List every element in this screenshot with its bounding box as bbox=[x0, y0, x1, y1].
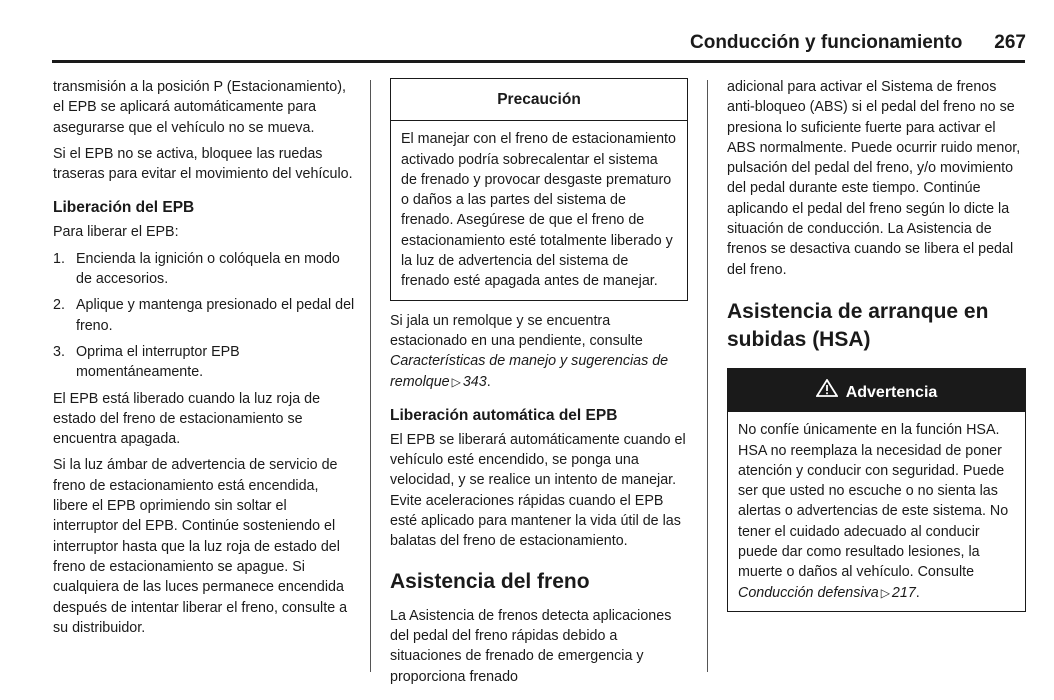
paragraph: El EPB se liberará automáticamente cuando el vehículo esté encendido, se ponga una velocidad, y se realice un intento de manejar. Evite aceleraciones rápidas cuando el EPB esté aplicado para mantener la vida útil de las balatas del freno de estacionamiento. bbox=[390, 431, 686, 550]
paragraph: Si el EPB no se activa, bloquee las ruedas traseras para evitar el movimiento del vehículo. bbox=[53, 145, 353, 183]
heading-auto-release: Liberación automática del EPB bbox=[390, 406, 618, 424]
paragraph-text: Si jala un remolque y se encuentra estacionado en una pendiente, consulte bbox=[390, 312, 643, 349]
warning-title: Advertencia bbox=[845, 383, 938, 401]
step-number: 2. bbox=[53, 297, 65, 314]
paragraph: Si la luz ámbar de advertencia de servicio de freno de estacionamiento está encendida, libere el EPB oprimiendo sin soltar el interruptor del EPB. Continúe sosteniendo el interruptor hasta que la luz roja de estado del freno de estacionamiento se apague. Si cualquiera de las luces permanece encendida después de intentar liberar el freno, consulte a su distribuidor. bbox=[53, 457, 348, 636]
column-divider-left bbox=[370, 80, 371, 672]
paragraph: La Asistencia de frenos detecta aplicaciones del pedal del freno rápidas debido a situaciones de frenado de emergencia y proporciona frenado bbox=[390, 607, 672, 685]
paragraph: Si jala un remolque y se encuentra estacionado en una pendiente, consulte Características de manejo y sugerencias de remolque ▷ 343. bbox=[390, 311, 688, 392]
step-text: Aplique y mantenga presionado el pedal del freno. bbox=[76, 297, 355, 334]
caution-body: El manejar con el freno de estacionamiento activado podría sobrecalentar el sistema de frenado y provocar desgaste prematuro o daños a las partes del sistema de frenado. Asegúrese de que el freno de estacionamiento esté totalmente liberado y la luz de advertencia del sistema de frenado esté apagada antes de manejar. bbox=[401, 131, 676, 290]
page-reference[interactable]: 217 bbox=[891, 584, 916, 601]
warning-body: No confíe únicamente en la función HSA. HSA no reemplaza la necesidad de poner atención y conducir con seguridad. Puede ser que usted no escuche o no sienta las alertas o advertencias de este sistema. No tener el cuidado adecuado al conducir puede dar como resultado lesiones, la muerte o daños al vehículo. Consulte Conducción defensiva ▷ 217. bbox=[728, 412, 1025, 611]
list-item bbox=[53, 295, 355, 336]
step-text: Oprima el interruptor EPB momentáneamente. bbox=[76, 343, 240, 381]
warning-box bbox=[727, 368, 1026, 612]
header-title: Conducción y funcionamiento bbox=[690, 32, 963, 53]
caution-title: Precaución bbox=[391, 79, 687, 121]
step-number: 1. bbox=[53, 250, 65, 267]
list-item bbox=[53, 249, 355, 290]
column-2 bbox=[390, 78, 688, 693]
warning-triangle-icon bbox=[816, 379, 838, 403]
page-reference[interactable]: 343 bbox=[462, 373, 487, 390]
section-brake-assist: Asistencia del freno bbox=[390, 569, 590, 593]
paragraph: adicional para activar el Sistema de frenos anti-bloqueo (ABS) si el pedal del freno no se presiona lo suficiente fuerte para activar el ABS normalmente. Puede ocurrir ruido menor, pulsación del pedal del freno, y/o movimiento del pedal durante este tiempo. Continúe aplicando el pedal del freno según lo dicte la situación de conducción. La Asistencia de frenos se desactiva cuando se libera el pedal del freno. bbox=[727, 79, 1021, 278]
column-1 bbox=[53, 77, 355, 644]
paragraph: El EPB está liberado cuando la luz roja de estado del freno de estacionamiento se encuentra apagada. bbox=[53, 390, 321, 448]
steps-list bbox=[53, 249, 355, 383]
page-number: 267 bbox=[994, 32, 1026, 53]
section-hill-start-assist: Asistencia de arranque en subidas (HSA) bbox=[727, 299, 989, 351]
paragraph: transmisión a la posición P (Estacionamiento), el EPB se aplicará automáticamente para asegurarse que el vehículo no se mueva. bbox=[53, 79, 346, 136]
column-3 bbox=[727, 77, 1026, 622]
header-rule bbox=[52, 60, 1025, 63]
page-ref-arrow-icon: ▷ bbox=[880, 585, 890, 600]
cross-reference-link[interactable]: Conducción defensiva bbox=[738, 584, 879, 601]
paragraph: Para liberar el EPB: bbox=[53, 224, 179, 241]
step-text: Encienda la ignición o colóquela en modo de accesorios. bbox=[76, 250, 340, 288]
heading-epb-release: Liberación del EPB bbox=[53, 199, 195, 217]
warning-header bbox=[728, 369, 1025, 412]
step-number: 3. bbox=[53, 343, 65, 360]
warning-text: No confíe únicamente en la función HSA. HSA no reemplaza la necesidad de poner atención y conducir con seguridad. Puede ser que usted no escuche o no sienta las alertas o advertencias de este sistema. No tener el cuidado adecuado al conducir puede dar como resultado lesiones, la muerte o daños al vehículo. Consulte bbox=[738, 422, 1009, 581]
list-item bbox=[53, 342, 355, 383]
cross-reference-link[interactable]: Características de manejo y sugerencias de remolque bbox=[390, 353, 669, 390]
page-ref-arrow-icon: ▷ bbox=[451, 374, 461, 389]
column-divider-right bbox=[707, 80, 708, 672]
caution-box bbox=[390, 78, 688, 301]
